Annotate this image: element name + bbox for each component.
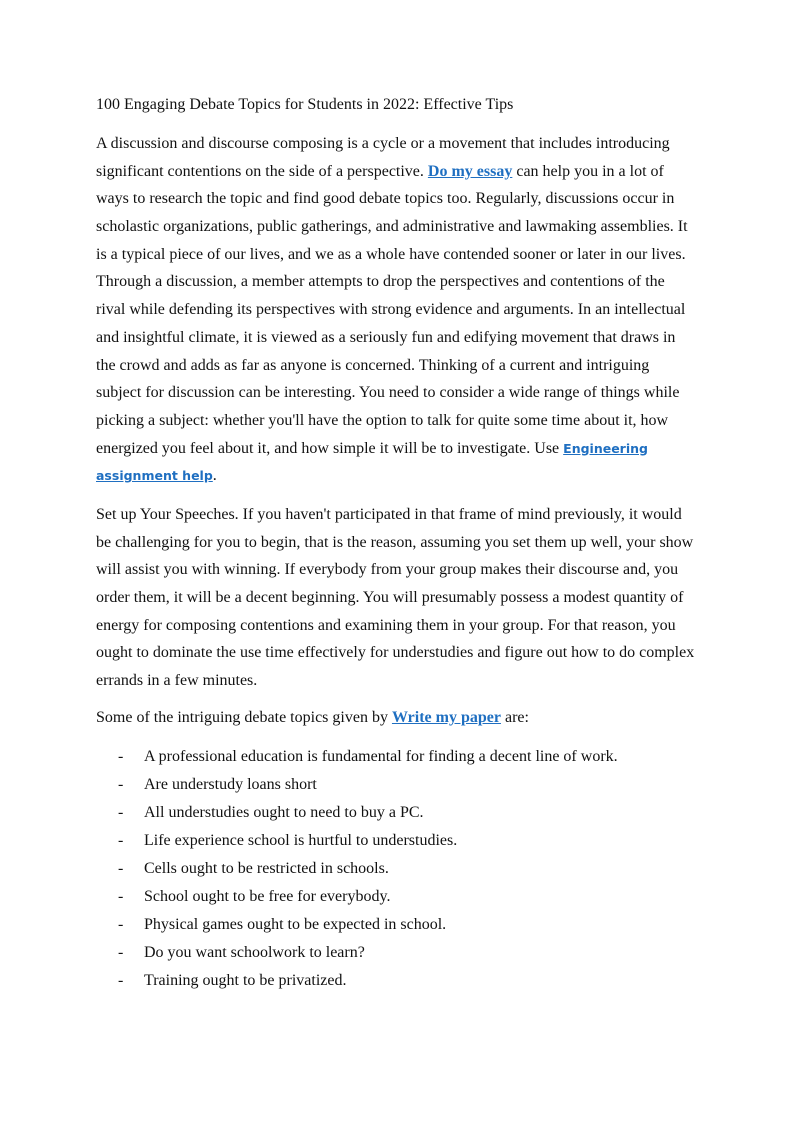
bullet: - bbox=[118, 748, 124, 765]
text-line: scholastic organizations, public gatherings, and administrative and lawmaking assemblies. It bbox=[96, 218, 688, 236]
text-line bbox=[96, 158, 706, 186]
list-item-text: Life experience school is hurtful to understudies. bbox=[144, 832, 458, 849]
text-line: order them, it will be a decent beginning. You will presumably possess a modest quantity of bbox=[96, 589, 684, 607]
text-line: energy for composing contentions and examining them in your group. For that reason, you bbox=[96, 616, 676, 634]
list-item-text: A professional education is fundamental for finding a decent line of work. bbox=[144, 748, 618, 765]
text-line bbox=[96, 704, 706, 732]
text-line: subject for discussion can be interesting. You need to consider a wide range of things while bbox=[96, 384, 680, 402]
list-item bbox=[118, 799, 618, 827]
document-title: 100 Engaging Debate Topics for Students in 2022: Effective Tips bbox=[96, 96, 514, 113]
list-item bbox=[118, 883, 618, 911]
engineering-assignment-help-link-cont[interactable]: assignment help bbox=[96, 468, 213, 484]
engineering-assignment-help-link[interactable]: Engineering bbox=[563, 440, 648, 456]
text-line: and insightful climate, it is viewed as a seriously fun and edifying movement that draws in bbox=[96, 328, 676, 346]
paragraph-topics-intro bbox=[96, 704, 706, 732]
text-line: be challenging for you to begin, that is the reason, assuming you set them up well, your show bbox=[96, 533, 694, 551]
text-line: will assist you with winning. If everybody from your group makes their discourse and, you bbox=[96, 561, 679, 579]
text: energized you feel about it, and how simple it will be to investigate. Use bbox=[96, 439, 564, 457]
bullet: - bbox=[118, 888, 124, 905]
text-line: picking a subject: whether you'll have the option to talk for quite some time about it, how bbox=[96, 411, 669, 429]
text-line: A discussion and discourse composing is a cycle or a movement that includes introducing bbox=[96, 135, 670, 152]
text: . bbox=[212, 467, 217, 485]
bullet: - bbox=[118, 944, 124, 961]
text: significant contentions on the side of a perspective. bbox=[96, 162, 428, 180]
list-item-text: Cells ought to be restricted in schools. bbox=[144, 860, 389, 877]
list-item bbox=[118, 967, 618, 995]
list-item-text: Are understudy loans short bbox=[144, 776, 317, 793]
bullet: - bbox=[118, 776, 124, 793]
text-line: Set up Your Speeches. If you haven't participated in that frame of mind previously, it would bbox=[96, 506, 682, 523]
list-item bbox=[118, 855, 618, 883]
text-line: ought to dominate the use time effectively for understudies and figure out how to do complex bbox=[96, 644, 695, 662]
bullet: - bbox=[118, 972, 124, 989]
list-item bbox=[118, 743, 618, 771]
list-item-text: School ought to be free for everybody. bbox=[144, 888, 391, 905]
text-line: Through a discussion, a member attempts to drop the perspectives and contentions of the bbox=[96, 273, 665, 291]
text-line: rival while defending its perspectives with strong evidence and arguments. In an intellectual bbox=[96, 301, 686, 319]
text: can help you in a lot of bbox=[512, 162, 664, 180]
text: Some of the intriguing debate topics given by bbox=[96, 709, 392, 726]
text-line: the crowd and adds as far as anyone is concerned. Thinking of a current and intriguing bbox=[96, 356, 650, 374]
list-item bbox=[118, 939, 618, 967]
list-item-text: Training ought to be privatized. bbox=[144, 972, 347, 989]
text: are: bbox=[500, 709, 529, 726]
bullet: - bbox=[118, 860, 124, 877]
bullet: - bbox=[118, 916, 124, 933]
list-item bbox=[118, 771, 618, 799]
list-item-text: Physical games ought to be expected in school. bbox=[144, 916, 447, 933]
do-my-essay-link[interactable]: Do my essay bbox=[427, 162, 513, 180]
text-line bbox=[96, 435, 706, 463]
list-item bbox=[118, 827, 618, 855]
list-item bbox=[118, 911, 618, 939]
text-line: errands in a few minutes. bbox=[96, 672, 258, 690]
text-line bbox=[96, 462, 706, 490]
list-item-text: Do you want schoolwork to learn? bbox=[144, 944, 365, 961]
paragraph-speeches bbox=[96, 501, 706, 695]
write-my-paper-link[interactable]: Write my paper bbox=[391, 709, 501, 726]
text-line: is a typical piece of our lives, and we as a whole have contended sooner or later in our lives. bbox=[96, 245, 686, 263]
list-item-text: All understudies ought to need to buy a PC. bbox=[144, 804, 424, 821]
paragraph-intro bbox=[96, 130, 706, 490]
bullet: - bbox=[118, 804, 124, 821]
text-line: ways to research the topic and find good debate topics too. Regularly, discussions occur in bbox=[96, 190, 675, 208]
topics-list bbox=[118, 743, 618, 995]
bullet: - bbox=[118, 832, 124, 849]
